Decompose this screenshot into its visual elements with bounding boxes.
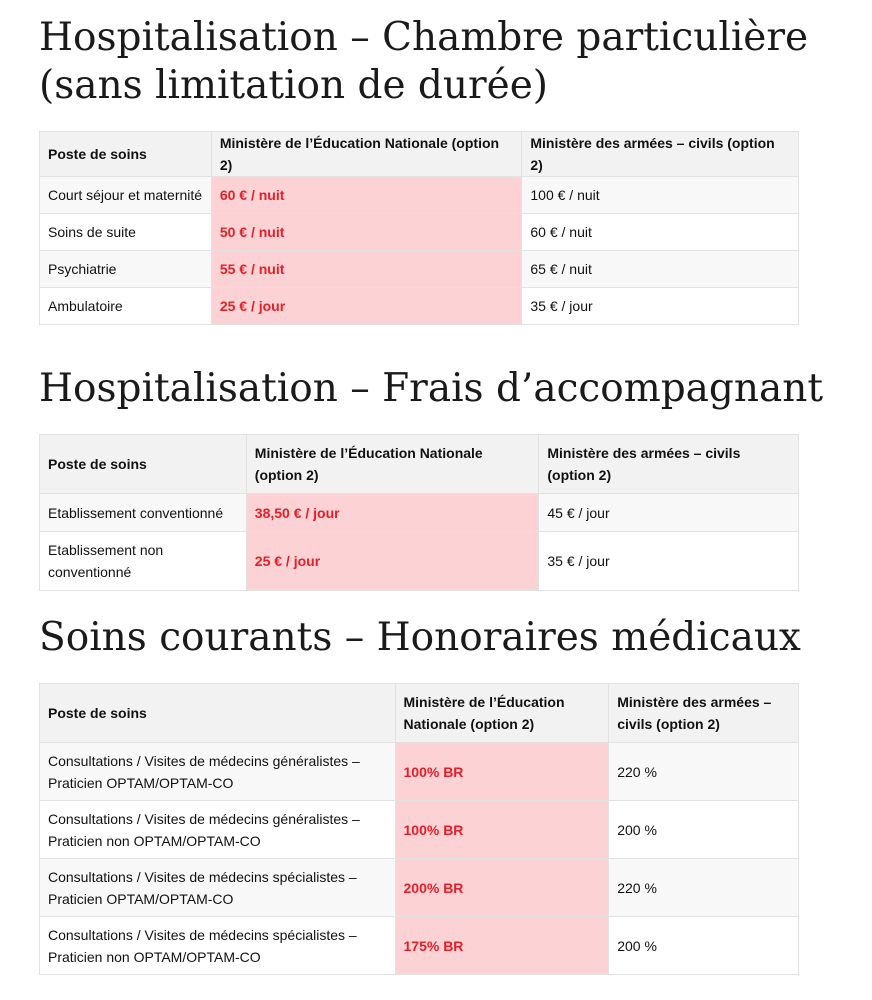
cell-poste: Consultations / Visites de médecins spécialistes – Praticien non OPTAM/OPTAM-CO xyxy=(40,917,396,975)
table-header-row xyxy=(40,435,799,494)
cell-poste: Court séjour et maternité xyxy=(40,177,212,214)
table-honoraires-medicaux xyxy=(39,683,799,975)
cell-poste: Ambulatoire xyxy=(40,288,212,325)
cell-education-nationale: 50 € / nuit xyxy=(211,214,522,251)
cell-poste: Psychiatrie xyxy=(40,251,212,288)
table-row xyxy=(40,214,799,251)
column-header-armees: Ministère des armées – civils (option 2) xyxy=(609,684,799,743)
cell-poste: Etablissement conventionné xyxy=(40,494,247,532)
cell-armees: 35 € / jour xyxy=(522,288,799,325)
cell-education-nationale: 25 € / jour xyxy=(211,288,522,325)
cell-education-nationale: 175% BR xyxy=(395,917,609,975)
table-chambre-particuliere xyxy=(39,131,799,325)
table-row xyxy=(40,251,799,288)
table-row xyxy=(40,532,799,591)
cell-armees: 220 % xyxy=(609,859,799,917)
table-row xyxy=(40,859,799,917)
cell-education-nationale: 200% BR xyxy=(395,859,609,917)
cell-armees: 35 € / jour xyxy=(539,532,799,591)
cell-poste: Consultations / Visites de médecins généralistes – Praticien non OPTAM/OPTAM-CO xyxy=(40,801,396,859)
cell-education-nationale: 100% BR xyxy=(395,743,609,801)
cell-armees: 100 € / nuit xyxy=(522,177,799,214)
cell-poste: Soins de suite xyxy=(40,214,212,251)
table-frais-accompagnant xyxy=(39,434,799,591)
cell-education-nationale: 55 € / nuit xyxy=(211,251,522,288)
table-row xyxy=(40,494,799,532)
cell-armees: 220 % xyxy=(609,743,799,801)
column-header-education-nationale: Ministère de l’Éducation Nationale (option 2) xyxy=(246,435,539,494)
table-row xyxy=(40,917,799,975)
cell-armees: 200 % xyxy=(609,801,799,859)
cell-poste: Consultations / Visites de médecins généralistes – Praticien OPTAM/OPTAM-CO xyxy=(40,743,396,801)
table-row xyxy=(40,177,799,214)
table-row xyxy=(40,801,799,859)
column-header-poste: Poste de soins xyxy=(40,435,247,494)
cell-poste: Consultations / Visites de médecins spécialistes – Praticien OPTAM/OPTAM-CO xyxy=(40,859,396,917)
cell-armees: 65 € / nuit xyxy=(522,251,799,288)
cell-armees: 200 % xyxy=(609,917,799,975)
column-header-armees: Ministère des armées – civils (option 2) xyxy=(522,132,799,177)
cell-education-nationale: 38,50 € / jour xyxy=(246,494,539,532)
column-header-education-nationale: Ministère de l’Éducation Nationale (option 2) xyxy=(211,132,522,177)
table-row xyxy=(40,288,799,325)
cell-education-nationale: 100% BR xyxy=(395,801,609,859)
table-header-row xyxy=(40,132,799,177)
section-title-chambre-particuliere: Hospitalisation – Chambre particulière (sans limitation de durée) xyxy=(39,15,809,108)
column-header-education-nationale: Ministère de l’Éducation Nationale (option 2) xyxy=(395,684,609,743)
column-header-armees: Ministère des armées – civils (option 2) xyxy=(539,435,799,494)
section-title-honoraires-medicaux: Soins courants – Honoraires médicaux xyxy=(39,615,801,660)
table-header-row xyxy=(40,684,799,743)
column-header-poste: Poste de soins xyxy=(40,684,396,743)
table-row xyxy=(40,743,799,801)
cell-armees: 45 € / jour xyxy=(539,494,799,532)
cell-education-nationale: 60 € / nuit xyxy=(211,177,522,214)
cell-education-nationale: 25 € / jour xyxy=(246,532,539,591)
cell-armees: 60 € / nuit xyxy=(522,214,799,251)
section-title-frais-accompagnant: Hospitalisation – Frais d’accompagnant xyxy=(39,366,824,411)
column-header-poste: Poste de soins xyxy=(40,132,212,177)
cell-poste: Etablissement non conventionné xyxy=(40,532,247,591)
